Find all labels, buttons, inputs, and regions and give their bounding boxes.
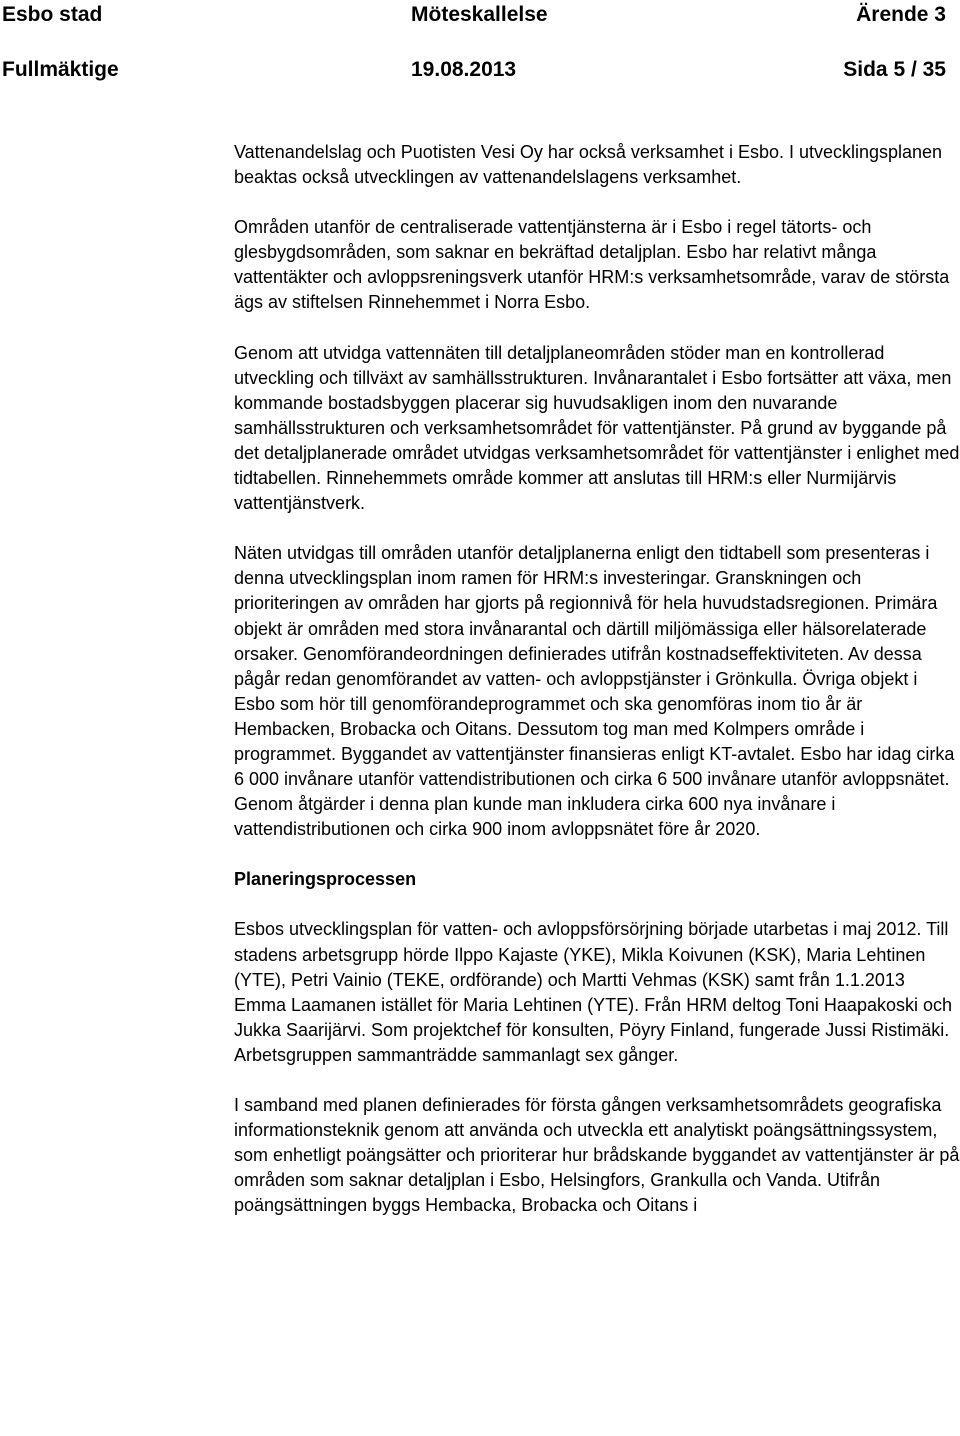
- paragraph: Näten utvidgas till områden utanför detaljplanerna enligt den tidtabell som presenteras i denna utvecklingsplan inom ramen för HRM:s investeringar. Granskningen och prioriteringen av områden har gjorts på regionnivå för hela huvudstadsregionen. Primära objekt är områden med stora invånarantal och därtill miljömässiga eller hälsorelaterade orsaker. Genomförandeordningen definierades utifrån kostnadseffektiviteten. Av dessa pågår redan genomförandet av vatten- och avloppstjänster i Grönkulla. Övriga objekt i Esbo som hör till genomförandeprogrammet och ska genomföras inom tio år är Hembacken, Brobacka och Oitans. Dessutom tog man med Kolmpers område i programmet. Byggandet av vattentjänster finansieras enligt KT-avtalet. Esbo har idag cirka 6 000 invånare utanför vattendistributionen och cirka 6 500 invånare utanför avloppsnätet. Genom åtgärder i denna plan kunde man inkludera cirka 600 nya invånare i vattendistributionen och cirka 900 inom avloppsnätet före år 2020.: [234, 543, 955, 840]
- paragraph: I samband med planen definierades för första gången verksamhetsområdets geografiska informationsteknik genom att använda och utveckla ett analytiskt poängsättningssystem, som enhetligt poängsätter och prioriterar hur brådskande byggandet av vattentjänster är på områden som saknar detaljplan i Esbo, Helsingfors, Grankulla och Vanda. Utifrån poängsättningen byggs Hembacka, Brobacka och Oitans i: [234, 1095, 960, 1216]
- meeting-date: 19.08.2013: [411, 58, 517, 81]
- document-body: [234, 140, 960, 1243]
- meeting-body: Fullmäktige: [2, 58, 119, 81]
- paragraph: Esbos utvecklingsplan för vatten- och avloppsförsörjning började utarbetas i maj 2012. Till stadens arbetsgrupp hörde Ilppo Kajaste (YKE), Mikla Koivunen (KSK), Maria Lehtinen (YTE), Petri Vainio (TEKE, ordförande) och Martti Vehmas (KSK) samt från 1.1.2013 Emma Laamanen istället för Maria Lehtinen (YTE). Från HRM deltog Toni Haapakoski och Jukka Saarijärvi. Som projektchef för konsulten, Pöyry Finland, fungerade Jussi Ristimäki. Arbetsgruppen sammanträdde sammanlagt sex gånger.: [234, 919, 952, 1065]
- paragraph: Områden utanför de centraliserade vattentjänsterna är i Esbo i regel tätorts- och glesbygdsområden, som saknar en bekräftad detaljplan. Esbo har relativt många vattentäkter och avloppsreningsverk utanför HRM:s verksamhetsområde, varav de största ägs av stiftelsen Rinnehemmet i Norra Esbo.: [234, 217, 950, 313]
- document-header-row-1: [0, 0, 960, 30]
- paragraph: Genom att utvidga vattennäten till detaljplaneområden stöder man en kontrollerad utveckling och tillväxt av samhällsstrukturen. Invånarantalet i Esbo fortsätter att växa, men kommande bostadsbyggen placerar sig huvudsakligen inom den nuvarande samhällsstrukturen och verksamhetsområdet för vattentjänster. På grund av byggande på det detaljplanerade området utvidgas verksamhetsområdet för vattentjänster i enlighet med tidtabellen. Rinnehemmets område kommer att anslutas till HRM:s eller Nurmijärvis vattentjänstverk.: [234, 342, 960, 514]
- organization-name: Esbo stad: [2, 3, 103, 26]
- agenda-item: Ärende 3: [856, 3, 946, 26]
- document-type: Möteskallelse: [411, 3, 548, 26]
- page-number: Sida 5 / 35: [843, 58, 946, 81]
- section-heading: Planeringsprocessen: [234, 869, 417, 890]
- document-header-row-2: [0, 55, 960, 85]
- paragraph: Vattenandelslag och Puotisten Vesi Oy har också verksamhet i Esbo. I utvecklingsplanen beaktas också utvecklingen av vattenandelslagens verksamhet.: [234, 142, 943, 188]
